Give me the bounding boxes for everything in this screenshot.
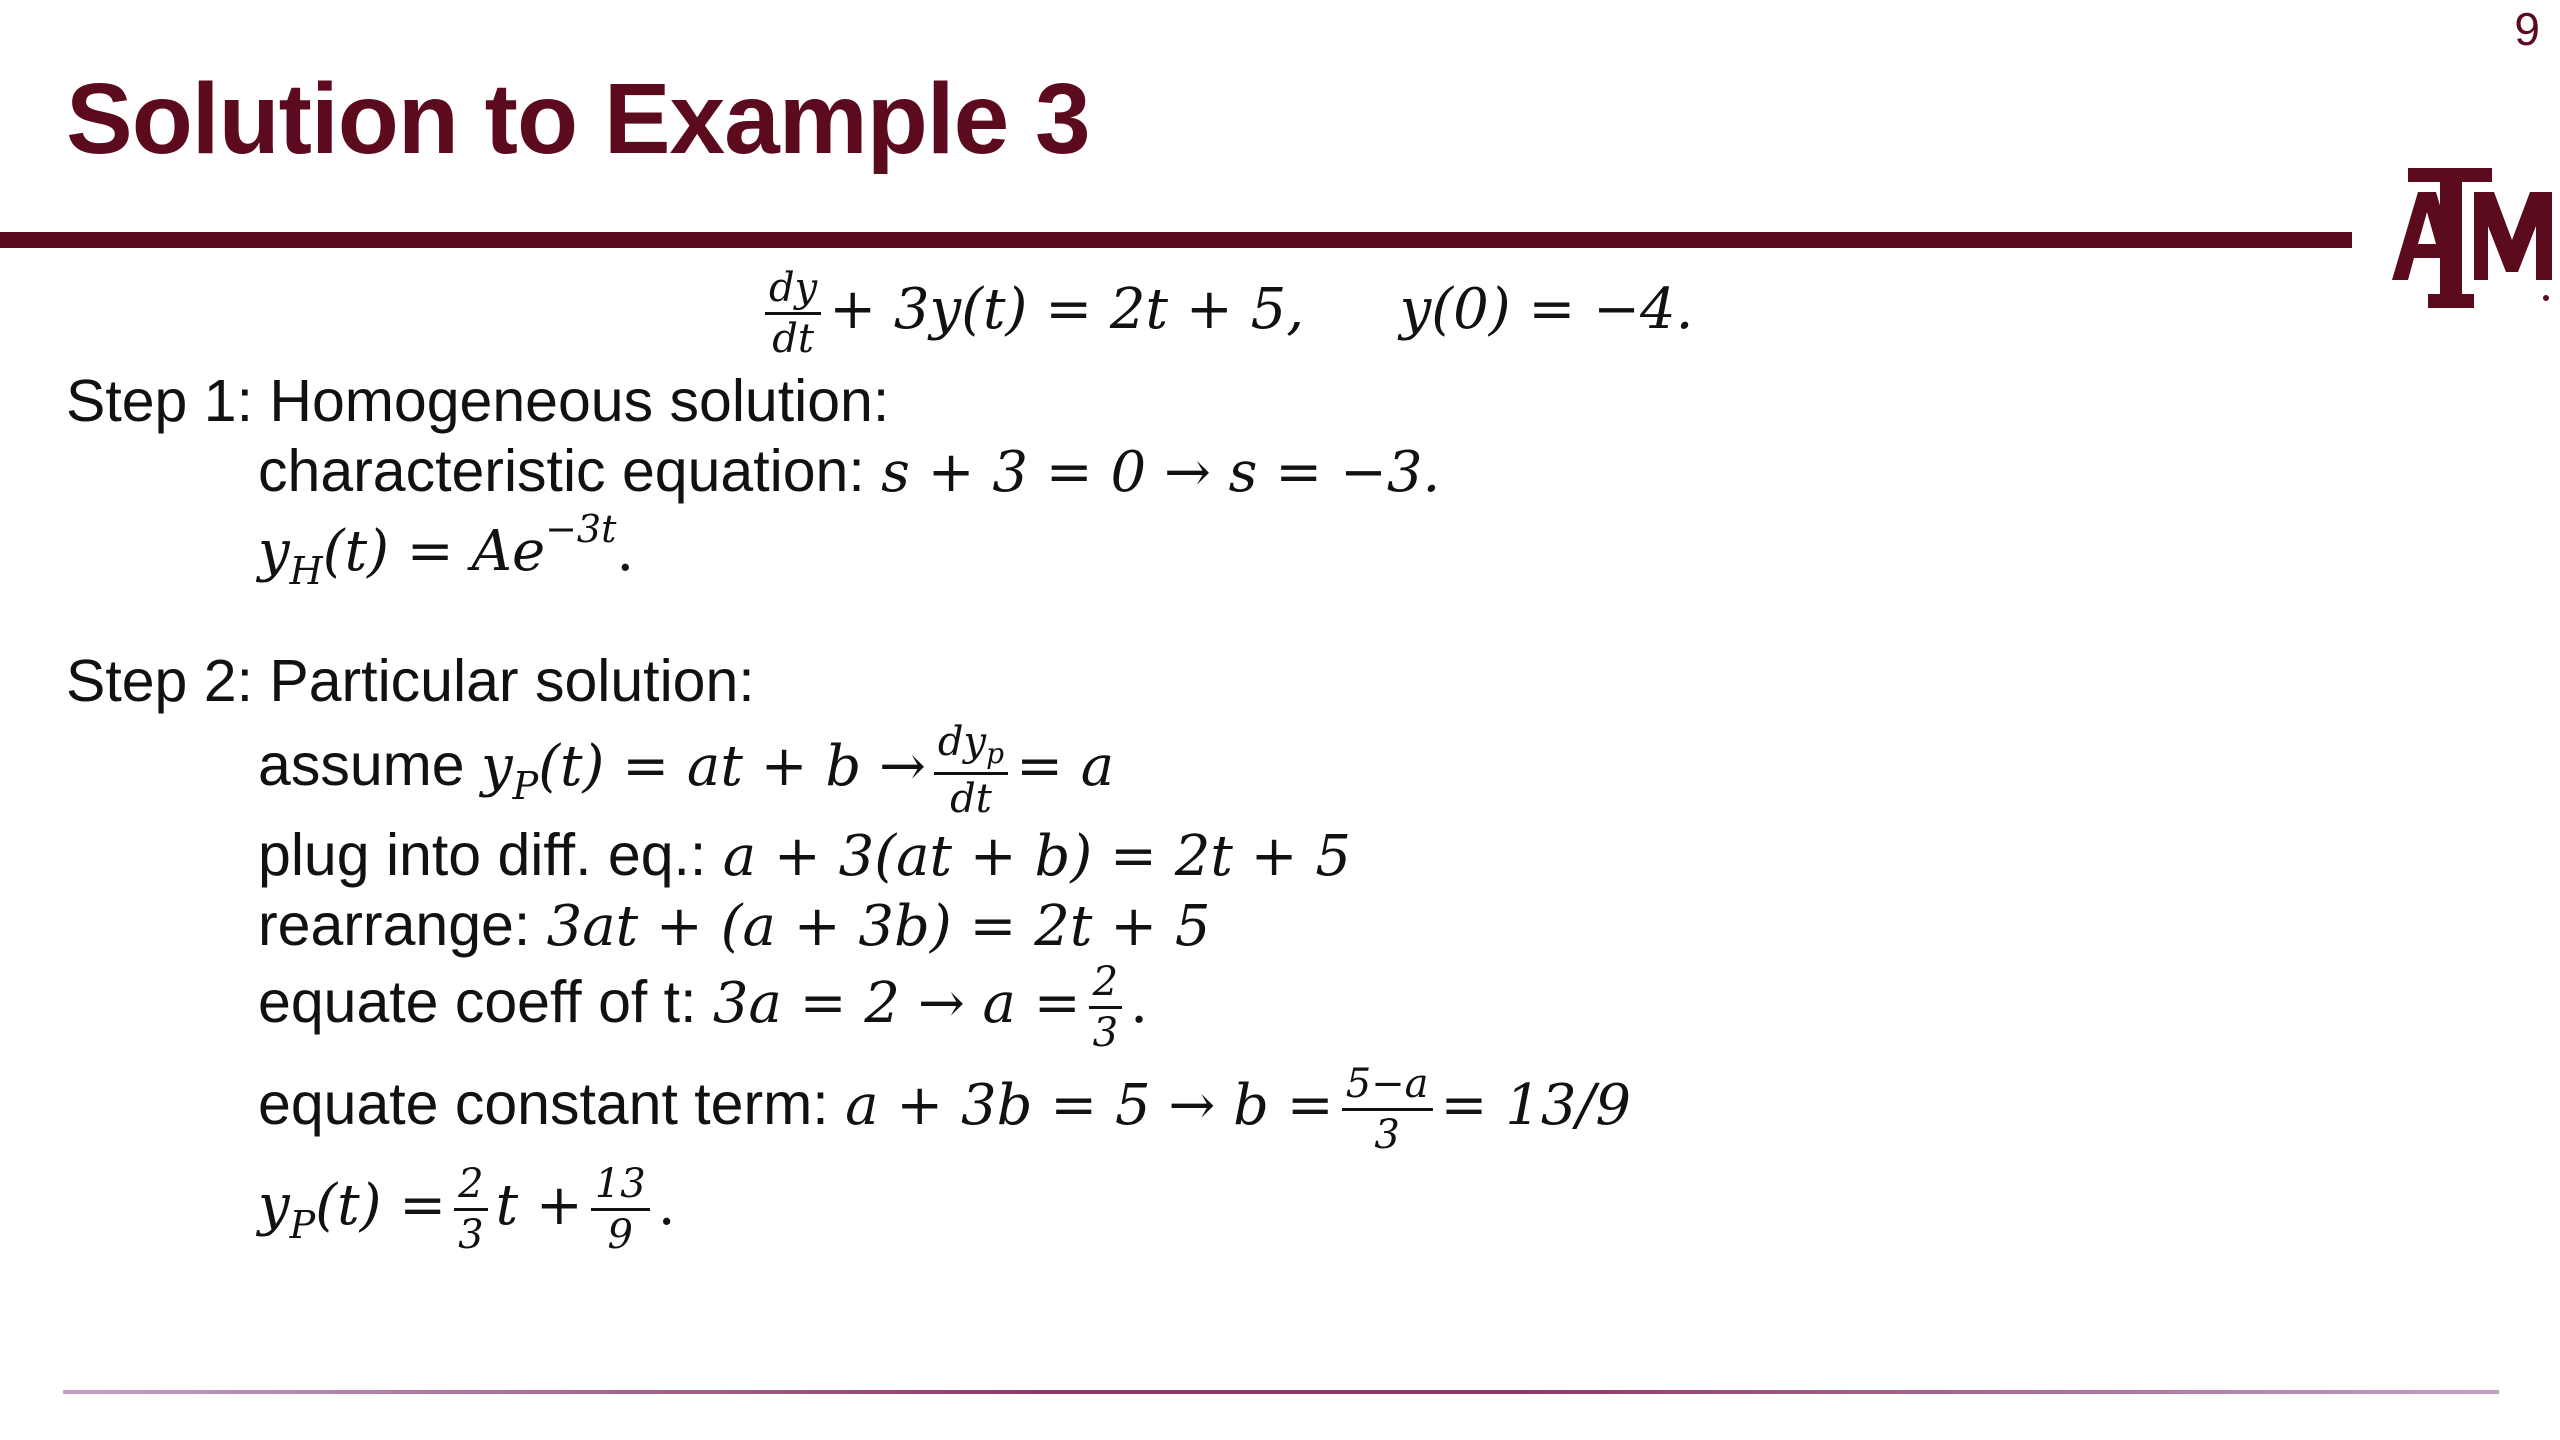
- yp-final-subscript: P: [289, 1203, 316, 1247]
- yp-frac2-numerator: 13: [591, 1164, 650, 1211]
- assume-end: = a: [1016, 734, 1115, 799]
- yp-symbol: y: [480, 734, 513, 799]
- b-denominator: 3: [1374, 1112, 1400, 1158]
- rearrange-label: rearrange:: [258, 892, 547, 958]
- footer-divider: [63, 1390, 2499, 1394]
- assume-label: assume: [258, 732, 481, 798]
- constant-math: a + 3b = 5 → b =: [845, 1073, 1334, 1138]
- dyp-denominator: dt: [950, 776, 992, 822]
- yp-fraction-2: [591, 1161, 650, 1258]
- a-fraction: [1089, 959, 1122, 1056]
- yp-frac1-numerator: 2: [454, 1164, 487, 1211]
- coeff-math: 3a = 2 → a =: [712, 971, 1081, 1036]
- b-fraction: [1342, 1061, 1433, 1158]
- yp-final-eq: (t) =: [315, 1173, 447, 1238]
- main-equation: [757, 265, 1694, 362]
- step2-heading: Step 2: Particular solution:: [66, 648, 755, 714]
- step1-heading: Step 1: Homogeneous solution:: [66, 368, 890, 434]
- yp-fraction-1: [454, 1161, 487, 1258]
- coeff-line: [258, 959, 1148, 1056]
- coeff-period: .: [1130, 971, 1148, 1036]
- yp-final-mid: t +: [495, 1173, 583, 1238]
- yh-exponent: −3t: [545, 507, 617, 551]
- coeff-label: equate coeff of t:: [258, 969, 713, 1035]
- char-eq-math: s + 3 = 0 → s = −3.: [881, 440, 1441, 505]
- frac-numerator: dy: [765, 268, 821, 315]
- yp-frac1-denominator: 3: [458, 1212, 484, 1258]
- yh-subscript: H: [289, 549, 323, 593]
- a-denominator: 3: [1092, 1010, 1119, 1056]
- slide-title: Solution to Example 3: [66, 63, 1090, 175]
- homogeneous-solution: [258, 507, 635, 593]
- plug-math: a + 3(at + b) = 2t + 5: [722, 824, 1351, 889]
- a-numerator: 2: [1089, 962, 1122, 1009]
- yh-expression: (t) = Ae: [322, 519, 546, 584]
- characteristic-equation-line: [258, 438, 1441, 505]
- assume-line: [258, 719, 1115, 822]
- rearrange-math: 3at + (a + 3b) = 2t + 5: [546, 894, 1211, 959]
- plug-label: plug into diff. eq.:: [258, 822, 723, 888]
- yp-subscript: P: [512, 764, 539, 808]
- yp-final-symbol: y: [258, 1173, 290, 1238]
- title-divider: [0, 232, 2352, 248]
- yp-frac2-denominator: 9: [607, 1212, 633, 1258]
- b-numerator: 5−a: [1342, 1064, 1433, 1111]
- particular-solution: [258, 1161, 676, 1258]
- yp-final-period: .: [657, 1173, 676, 1238]
- constant-result: = 13/9: [1440, 1073, 1631, 1138]
- equation-rhs: + 3y(t) = 2t + 5,: [829, 277, 1304, 342]
- dyp-dt-fraction: [934, 719, 1008, 822]
- char-eq-label: characteristic equation:: [258, 438, 882, 504]
- initial-condition: y(0) = −4.: [1399, 277, 1694, 342]
- plug-line: [258, 822, 1351, 889]
- constant-line: [258, 1061, 1631, 1158]
- yh-period: .: [616, 519, 635, 584]
- texas-am-logo: [2388, 168, 2556, 308]
- rearrange-line: [258, 892, 1211, 959]
- frac-denominator: dt: [772, 316, 814, 362]
- assume-math: (t) = at + b →: [538, 734, 926, 799]
- yh-symbol: y: [258, 519, 290, 584]
- page-number: 9: [2514, 3, 2540, 55]
- dyp-subscript: p: [986, 737, 1005, 770]
- dyp-numerator: dy: [937, 719, 987, 765]
- constant-label: equate constant term:: [258, 1071, 846, 1137]
- derivative-fraction: [765, 265, 821, 362]
